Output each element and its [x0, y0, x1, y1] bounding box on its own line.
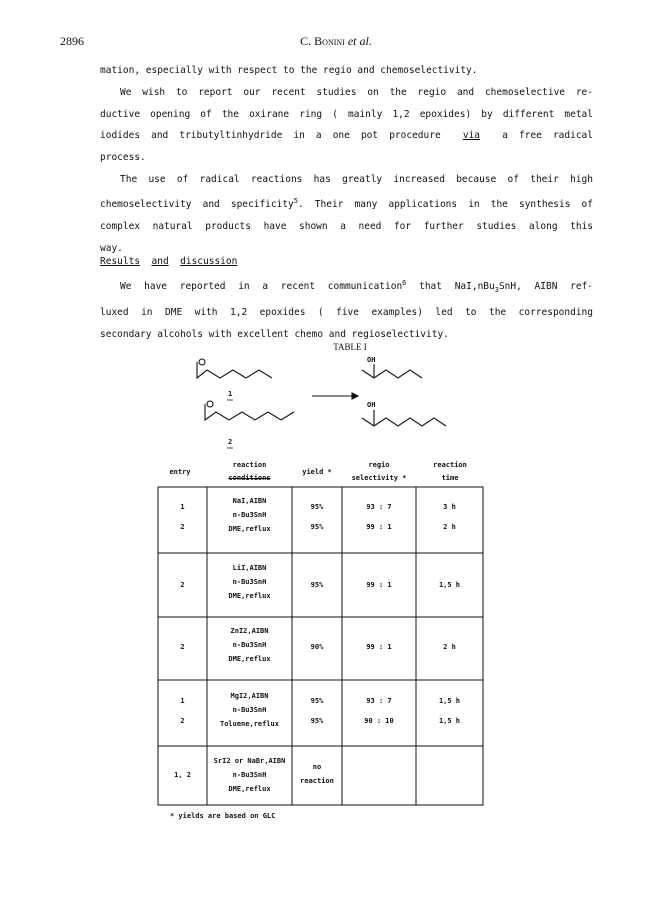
text-segment: chemoselectivity and specificity — [100, 198, 294, 210]
row-5-conditions — [207, 754, 292, 796]
condition-line: DME,reflux — [228, 655, 271, 663]
entry-number: 1 — [180, 697, 185, 705]
condition-line: n-Bu3SnH — [232, 641, 267, 649]
regio-value: 99 : 1 — [366, 523, 392, 531]
yield-value: reaction — [300, 777, 334, 785]
header-line: regio — [368, 461, 390, 469]
text-line: way. — [100, 242, 123, 254]
time-value: 1,5 h — [438, 581, 461, 589]
text-line: The use of radical reactions has greatly increased because of their high — [120, 173, 593, 185]
condition-line: n-Bu3SnH — [232, 511, 267, 519]
hydroxyl-label: OH — [367, 401, 376, 409]
yield-value: 95% — [310, 697, 324, 705]
row-2-times — [416, 578, 483, 592]
text-line: complex natural products have shown a need for further studies along this — [100, 220, 593, 232]
row-2-regio — [342, 578, 416, 592]
yield-value: 95% — [310, 523, 324, 531]
regio-value: 99 : 1 — [366, 581, 392, 589]
time-value: 2 h — [443, 523, 456, 531]
condition-line: DME,reflux — [228, 592, 271, 600]
text-line: mation, especially with respect to the regio and chemoselectivity. — [100, 65, 478, 76]
header-line: conditions — [228, 474, 271, 482]
entry-number: 2 — [180, 717, 185, 725]
condition-line: Toluene,reflux — [219, 720, 279, 728]
row-4-entries — [158, 691, 207, 731]
time-value: 1,5 h — [438, 717, 461, 725]
row-1-entries — [158, 497, 207, 537]
condition-line: ZnI2,AIBN — [230, 627, 269, 635]
running-head-author: C. Bonini — [300, 34, 345, 48]
row-1-yields — [292, 497, 342, 537]
row-3-yields — [292, 640, 342, 654]
yield-value: 90% — [310, 643, 324, 651]
regio-value: 99 : 1 — [366, 643, 392, 651]
entry-number: 1 — [180, 503, 185, 511]
table-caption: TABLE I — [333, 342, 367, 352]
header-line: selectivity * — [351, 474, 407, 482]
yield-value: 95% — [310, 503, 324, 511]
text-segment: that NaI,nBu — [406, 281, 495, 293]
text-segment: . Their many applications in the synthesis of — [298, 198, 593, 210]
text-line: secondary alcohols with excellent chemo and regioselectivity. — [100, 328, 449, 340]
condition-line: LiI,AIBN — [232, 564, 267, 572]
row-2-conditions — [207, 561, 292, 603]
row-4-times — [416, 691, 483, 731]
heading-word: and — [151, 256, 169, 267]
page-number: 2896 — [60, 34, 84, 48]
row-3-regio — [342, 640, 416, 654]
header-entry: entry — [169, 468, 191, 476]
entry-number: 2 — [180, 523, 185, 531]
text-line: process. — [100, 152, 146, 164]
yield-value: 95% — [310, 581, 324, 589]
text-line: luxed in DME with 1,2 epoxides ( five examples) led to the corresponding — [100, 306, 593, 318]
condition-line: DME,reflux — [228, 785, 271, 793]
hydroxyl-label: OH — [367, 356, 376, 364]
entry-number: 2 — [180, 643, 185, 651]
yield-value: 95% — [310, 717, 324, 725]
row-4-yields — [292, 691, 342, 731]
running-head-et-al: et al. — [347, 34, 372, 48]
text-segment: SnH, AIBN ref- — [498, 281, 594, 293]
text-line: ductive opening of the oxirane ring ( mainly 1,2 epoxides) by different metal — [100, 108, 593, 120]
regio-value: 93 : 7 — [366, 697, 392, 705]
row-2-yields — [292, 578, 342, 592]
condition-line: n-Bu3SnH — [232, 578, 267, 586]
header-line: reaction — [232, 461, 267, 469]
regio-value: 90 : 10 — [364, 717, 394, 725]
condition-line: n-Bu3SnH — [232, 706, 267, 714]
condition-line: SrI2 or NaBr,AIBN — [213, 757, 286, 765]
regio-value: 93 : 7 — [366, 503, 392, 511]
row-2-entries — [158, 578, 207, 592]
row-4-regio — [342, 691, 416, 731]
condition-line: n-Bu3SnH — [232, 771, 267, 779]
heading-word: Results — [100, 256, 141, 267]
row-3-conditions — [207, 624, 292, 666]
time-value: 1,5 h — [438, 697, 461, 705]
condition-line: NaI,AIBN — [232, 497, 267, 505]
condition-line: DME,reflux — [228, 525, 271, 533]
row-3-entries — [158, 640, 207, 654]
time-value: 2 h — [443, 643, 456, 651]
subscript: 3 — [494, 286, 499, 295]
row-5-yields — [292, 760, 342, 788]
citation-ref: 6 — [402, 279, 407, 287]
heading-word: discussion — [180, 256, 238, 267]
text-line: We wish to report our recent studies on the regio and chemoselective re- — [120, 86, 593, 98]
text-segment: We have reported in a recent communication — [120, 281, 403, 293]
compound-label: 2 — [228, 438, 233, 446]
citation-ref: 5 — [293, 196, 298, 205]
emphasis-via: via — [462, 130, 481, 142]
row-1-times — [416, 497, 483, 537]
text-segment: a free radical — [502, 130, 593, 142]
row-5-entries — [158, 768, 207, 782]
row-4-conditions — [207, 689, 292, 731]
header-yield: yield * — [302, 468, 332, 476]
row-3-times — [416, 640, 483, 654]
header-line: time — [441, 474, 459, 482]
row-1-regio — [342, 497, 416, 537]
condition-line: MgI2,AIBN — [230, 692, 269, 700]
yield-value: no — [312, 763, 322, 771]
compound-label: 1 — [228, 390, 233, 398]
time-value: 3 h — [443, 503, 456, 511]
table-footnote: * yields are based on GLC — [170, 812, 276, 820]
text-segment: iodides and tributyltinhydride in a one pot procedure — [100, 130, 441, 142]
row-1-conditions — [207, 494, 292, 536]
header-line: reaction — [433, 461, 467, 469]
entry-number: 1, 2 — [174, 771, 191, 779]
entry-number: 2 — [180, 581, 185, 589]
